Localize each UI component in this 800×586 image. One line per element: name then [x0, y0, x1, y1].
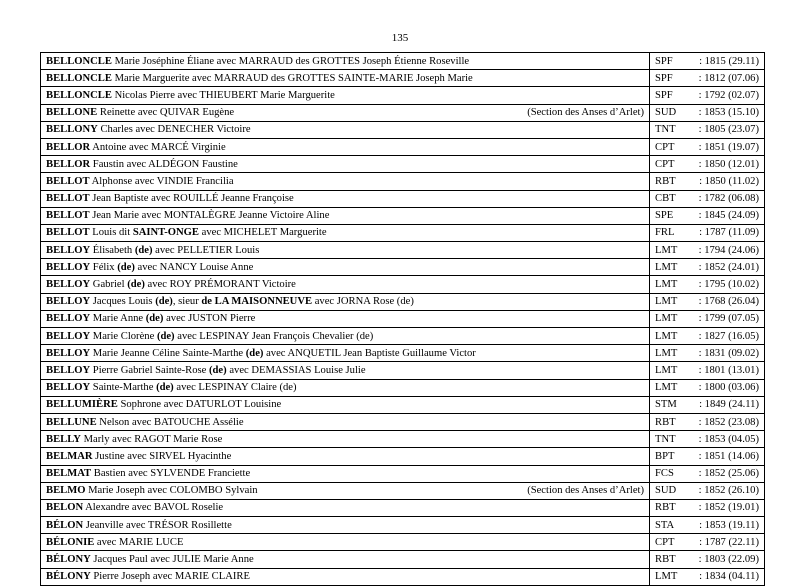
- table-row: [41, 138, 765, 155]
- parish-code: SPE: [655, 210, 674, 222]
- table-row: [41, 156, 765, 173]
- entry-cell: [41, 121, 650, 138]
- reference-cell: [650, 156, 765, 173]
- marriage-register-table: [40, 52, 765, 586]
- table-row: [41, 413, 765, 430]
- marriage-date: : 1795 (10.02): [698, 279, 759, 291]
- marriage-date: : 1853 (15.10): [698, 107, 759, 119]
- entry-cell: [41, 173, 650, 190]
- marriage-date: : 1799 (07.05): [698, 313, 759, 325]
- entry-surname: BELLOR: [46, 141, 91, 153]
- reference-cell: [650, 207, 765, 224]
- entry-surname: BELON: [46, 502, 84, 514]
- marriage-date: : 1852 (24.01): [698, 261, 759, 273]
- table-row: [41, 121, 765, 138]
- entry-surname: BELLUNE: [46, 416, 97, 428]
- entry-surname: BELLONY: [46, 124, 98, 136]
- entry-text: Marie Clorène: [90, 330, 157, 342]
- entry-note: (Section des Anses d’Arlet): [527, 485, 644, 497]
- parish-code: CBT: [655, 193, 676, 205]
- entry-cell: [41, 568, 650, 585]
- entry-surname: BELMO: [46, 485, 86, 497]
- reference-cell: [650, 53, 765, 70]
- marriage-date: : 1803 (22.09): [698, 554, 759, 566]
- parish-code: LMT: [655, 364, 678, 376]
- table-row: [41, 465, 765, 482]
- entry-cell: [41, 379, 650, 396]
- table-row: [41, 190, 765, 207]
- reference-cell: [650, 173, 765, 190]
- table-row: [41, 328, 765, 345]
- reference-cell: [650, 259, 765, 276]
- reference-cell: [650, 568, 765, 585]
- reference-cell: [650, 345, 765, 362]
- entry-surname: BELLONCLE: [46, 89, 112, 101]
- reference-cell: [650, 242, 765, 259]
- entry-text: avec NANCY Louise Anne: [134, 261, 254, 273]
- entry-cell: [41, 156, 650, 173]
- entry-text: de LA MAISONNEUVE: [201, 296, 313, 308]
- reference-cell: [650, 379, 765, 396]
- entry-text: Charles avec DENECHER Victoire: [97, 124, 251, 136]
- entry-surname: BÉLON: [46, 519, 84, 531]
- table-row: [41, 293, 765, 310]
- entry-surname: BÉLONY: [46, 554, 91, 566]
- entry-text: Bastien avec SYLVENDE Franciette: [91, 468, 251, 480]
- entry-cell: [41, 534, 650, 551]
- parish-code: RBT: [655, 502, 676, 514]
- entry-surname: BELLOY: [46, 382, 91, 394]
- marriage-date: : 1805 (23.07): [698, 124, 759, 136]
- table-row: [41, 345, 765, 362]
- parish-code: LMT: [655, 347, 678, 359]
- entry-text: (de): [156, 330, 175, 342]
- entry-cell: [41, 345, 650, 362]
- entry-surname: BELLOY: [46, 261, 91, 273]
- reference-cell: [650, 293, 765, 310]
- table-row: [41, 482, 765, 499]
- entry-text: Jacques Paul avec JULIE Marie Anne: [90, 554, 254, 566]
- reference-cell: [650, 138, 765, 155]
- marriage-date: : 1853 (19.11): [699, 519, 759, 531]
- marriage-date: : 1851 (19.07): [698, 141, 759, 153]
- marriage-date: : 1787 (11.09): [699, 227, 759, 239]
- entry-cell: [41, 276, 650, 293]
- marriage-date: : 1845 (24.09): [698, 210, 759, 222]
- parish-code: LMT: [655, 313, 678, 325]
- parish-code: CPT: [655, 536, 675, 548]
- parish-code: LMT: [655, 571, 678, 583]
- entry-text: Marie Joseph avec COLOMBO Sylvain: [85, 485, 258, 497]
- parish-code: SPF: [655, 72, 673, 84]
- entry-text: Élisabeth: [90, 244, 135, 256]
- entry-text: , sieur: [172, 296, 202, 308]
- entry-surname: BELLOR: [46, 158, 91, 170]
- entry-text: (de): [155, 296, 173, 308]
- entry-text: Sophrone avec DATURLOT Louisine: [117, 399, 282, 411]
- table-row: [41, 173, 765, 190]
- marriage-date: : 1849 (24.11): [699, 399, 759, 411]
- entry-surname: BELLOT: [46, 210, 90, 222]
- parish-code: RBT: [655, 175, 676, 187]
- parish-code: SPF: [655, 55, 673, 67]
- entry-text: Gabriel: [90, 279, 128, 291]
- table-row: [41, 499, 765, 516]
- table-row: [41, 104, 765, 121]
- marriage-date: : 1834 (04.11): [699, 571, 759, 583]
- table-row: [41, 259, 765, 276]
- parish-code: SUD: [655, 485, 677, 497]
- parish-code: CPT: [655, 158, 675, 170]
- entry-text: Félix: [90, 261, 118, 273]
- reference-cell: [650, 87, 765, 104]
- parish-code: TNT: [655, 124, 676, 136]
- reference-cell: [650, 482, 765, 499]
- entry-cell: [41, 431, 650, 448]
- parish-code: STA: [655, 519, 675, 531]
- entry-text: Antoine avec MARCÉ Virginie: [90, 141, 226, 153]
- reference-cell: [650, 328, 765, 345]
- parish-code: LMT: [655, 382, 678, 394]
- table-row: [41, 431, 765, 448]
- entry-surname: BELLOY: [46, 313, 91, 325]
- entry-cell: [41, 104, 650, 121]
- entry-text: Louis dit: [89, 227, 133, 239]
- entry-cell: [41, 310, 650, 327]
- table-row: [41, 362, 765, 379]
- marriage-date: : 1794 (24.06): [698, 244, 759, 256]
- entry-text: (de): [127, 279, 145, 291]
- entry-note: (Section des Anses d’Arlet): [527, 107, 644, 119]
- entry-surname: BÉLONIE: [46, 536, 95, 548]
- entry-surname: BELLONE: [46, 107, 98, 119]
- table-row: [41, 70, 765, 87]
- marriage-date: : 1782 (06.08): [698, 193, 759, 205]
- reference-cell: [650, 396, 765, 413]
- entry-cell: [41, 53, 650, 70]
- entry-surname: BELLONCLE: [46, 72, 112, 84]
- marriage-date: : 1852 (26.10): [698, 485, 759, 497]
- entry-text: Jean Marie avec MONTALÈGRE Jeanne Victoire Aline: [89, 210, 330, 222]
- entry-text: Reinette avec QUIVAR Eugène: [97, 107, 235, 119]
- entry-text: Jean Baptiste avec ROUILLÉ Jeanne Françoise: [89, 193, 294, 205]
- reference-cell: [650, 224, 765, 241]
- entry-surname: BELLOY: [46, 279, 91, 291]
- entry-text: avec ROY PRÉMORANT Victoire: [144, 279, 296, 291]
- table-row: [41, 448, 765, 465]
- table-row: [41, 224, 765, 241]
- entry-text: Sainte-Marthe: [90, 382, 157, 394]
- parish-code: STM: [655, 399, 677, 411]
- entry-text: Justine avec SIRVEL Hyacinthe: [92, 450, 232, 462]
- entry-text: Marie Jeanne Céline Sainte-Marthe: [90, 347, 246, 359]
- entry-text: avec LESPINAY Jean François Chevalier (de): [174, 330, 374, 342]
- entry-surname: BELLUMIÈRE: [46, 399, 118, 411]
- reference-cell: [650, 190, 765, 207]
- marriage-date: : 1850 (12.01): [698, 158, 759, 170]
- table-row: [41, 551, 765, 568]
- entry-text: Pierre Gabriel Sainte-Rose: [90, 364, 210, 376]
- entry-text: avec JORNA Rose (de): [312, 296, 414, 308]
- entry-text: avec ANQUETIL Jean Baptiste Guillaume Victor: [263, 347, 476, 359]
- entry-surname: BELLY: [46, 433, 81, 445]
- entry-surname: BELLOY: [46, 347, 91, 359]
- entry-surname: BELLOY: [46, 296, 91, 308]
- parish-code: SUD: [655, 107, 677, 119]
- table-row: [41, 379, 765, 396]
- reference-cell: [650, 413, 765, 430]
- reference-cell: [650, 362, 765, 379]
- entry-surname: BELLOY: [46, 330, 91, 342]
- entry-text: Alexandre avec BAVOL Roselie: [83, 502, 224, 514]
- entry-cell: [41, 87, 650, 104]
- entry-text: (de): [156, 382, 174, 394]
- marriage-date: : 1852 (25.06): [698, 468, 759, 480]
- parish-code: TNT: [655, 433, 676, 445]
- table-row: [41, 396, 765, 413]
- entry-text: (de): [117, 261, 135, 273]
- table-row: [41, 207, 765, 224]
- table-row: [41, 276, 765, 293]
- entry-surname: BELLOY: [46, 364, 91, 376]
- reference-cell: [650, 70, 765, 87]
- marriage-date: : 1800 (03.06): [698, 382, 759, 394]
- entry-surname: BELMAT: [46, 468, 92, 480]
- entry-text: Jacques Louis: [90, 296, 156, 308]
- entry-surname: BELLOT: [46, 227, 90, 239]
- entry-surname: BELLOT: [46, 193, 90, 205]
- reference-cell: [650, 310, 765, 327]
- reference-cell: [650, 431, 765, 448]
- entry-text: Marie Joséphine Éliane avec MARRAUD des GROTTES Joseph Étienne Roseville: [111, 55, 470, 67]
- entry-cell: [41, 259, 650, 276]
- marriage-date: : 1850 (11.02): [699, 175, 759, 187]
- reference-cell: [650, 448, 765, 465]
- marriage-date: : 1853 (04.05): [698, 433, 759, 445]
- entry-surname: BELLOY: [46, 244, 91, 256]
- entry-cell: [41, 413, 650, 430]
- reference-cell: [650, 104, 765, 121]
- parish-code: BPT: [655, 450, 675, 462]
- marriage-date: : 1801 (13.01): [698, 364, 759, 376]
- table-row: [41, 242, 765, 259]
- entry-cell: [41, 482, 650, 499]
- reference-cell: [650, 517, 765, 534]
- entry-cell: [41, 362, 650, 379]
- table-row: [41, 534, 765, 551]
- entry-surname: BELLONCLE: [46, 55, 112, 67]
- entry-cell: [41, 465, 650, 482]
- entry-cell: [41, 242, 650, 259]
- parish-code: SPF: [655, 89, 673, 101]
- parish-code: LMT: [655, 244, 678, 256]
- register-body: [41, 53, 765, 586]
- parish-code: LMT: [655, 279, 678, 291]
- entry-text: avec PELLETIER Louis: [152, 244, 260, 256]
- entry-text: Alphonse avec VINDIE Francilia: [89, 175, 234, 187]
- reference-cell: [650, 551, 765, 568]
- marriage-date: : 1768 (26.04): [698, 296, 759, 308]
- marriage-date: : 1792 (02.07): [698, 89, 759, 101]
- parish-code: LMT: [655, 296, 678, 308]
- entry-text: (de): [245, 347, 264, 359]
- entry-cell: [41, 328, 650, 345]
- entry-surname: BÉLONY: [46, 571, 91, 583]
- entry-cell: [41, 190, 650, 207]
- marriage-date: : 1815 (29.11): [699, 55, 759, 67]
- marriage-date: : 1852 (23.08): [698, 416, 759, 428]
- entry-cell: [41, 70, 650, 87]
- entry-text: Faustin avec ALDÉGON Faustine: [90, 158, 238, 170]
- entry-text: avec MICHELET Marguerite: [198, 227, 327, 239]
- table-row: [41, 87, 765, 104]
- entry-cell: [41, 293, 650, 310]
- parish-code: FRL: [655, 227, 675, 239]
- entry-text: (de): [145, 313, 164, 325]
- entry-text: Marly avec RAGOT Marie Rose: [80, 433, 223, 445]
- entry-text: Marie Anne: [90, 313, 146, 325]
- entry-text: SAINT-ONGE: [132, 227, 199, 239]
- reference-cell: [650, 121, 765, 138]
- marriage-date: : 1827 (16.05): [698, 330, 759, 342]
- parish-code: RBT: [655, 416, 676, 428]
- entry-text: Pierre Joseph avec MARIE CLAIRE: [90, 571, 250, 583]
- marriage-date: : 1787 (22.11): [699, 536, 759, 548]
- parish-code: CPT: [655, 141, 675, 153]
- table-row: [41, 568, 765, 585]
- parish-code: LMT: [655, 261, 678, 273]
- entry-text: avec MARIE LUCE: [94, 536, 184, 548]
- entry-cell: [41, 551, 650, 568]
- marriage-date: : 1831 (09.02): [698, 347, 759, 359]
- parish-code: RBT: [655, 554, 676, 566]
- entry-cell: [41, 207, 650, 224]
- entry-surname: BELMAR: [46, 450, 93, 462]
- parish-code: LMT: [655, 330, 678, 342]
- entry-text: Nelson avec BATOUCHE Assélie: [96, 416, 244, 428]
- page-number: 135: [391, 32, 409, 44]
- parish-code: FCS: [655, 468, 674, 480]
- entry-text: avec DEMASSIAS Louise Julie: [226, 364, 366, 376]
- entry-text: Nicolas Pierre avec THIEUBERT Marie Marguerite: [111, 89, 335, 101]
- reference-cell: [650, 499, 765, 516]
- entry-cell: [41, 224, 650, 241]
- entry-cell: [41, 396, 650, 413]
- entry-cell: [41, 138, 650, 155]
- entry-cell: [41, 517, 650, 534]
- entry-text: Marie Marguerite avec MARRAUD des GROTTES SAINTE-MARIE Joseph Marie: [111, 72, 473, 84]
- entry-cell: [41, 448, 650, 465]
- marriage-date: : 1852 (19.01): [698, 502, 759, 514]
- reference-cell: [650, 465, 765, 482]
- marriage-date: : 1812 (07.06): [698, 72, 759, 84]
- entry-text: (de): [134, 244, 153, 256]
- entry-text: avec LESPINAY Claire (de): [173, 382, 297, 394]
- entry-surname: BELLOT: [46, 175, 90, 187]
- table-row: [41, 53, 765, 70]
- reference-cell: [650, 534, 765, 551]
- table-row: [41, 310, 765, 327]
- reference-cell: [650, 276, 765, 293]
- table-row: [41, 517, 765, 534]
- entry-cell: [41, 499, 650, 516]
- entry-text: avec JUSTON Pierre: [163, 313, 256, 325]
- entry-text: (de): [209, 364, 227, 376]
- marriage-date: : 1851 (14.06): [698, 450, 759, 462]
- entry-text: Jeanville avec TRÉSOR Rosillette: [83, 519, 232, 531]
